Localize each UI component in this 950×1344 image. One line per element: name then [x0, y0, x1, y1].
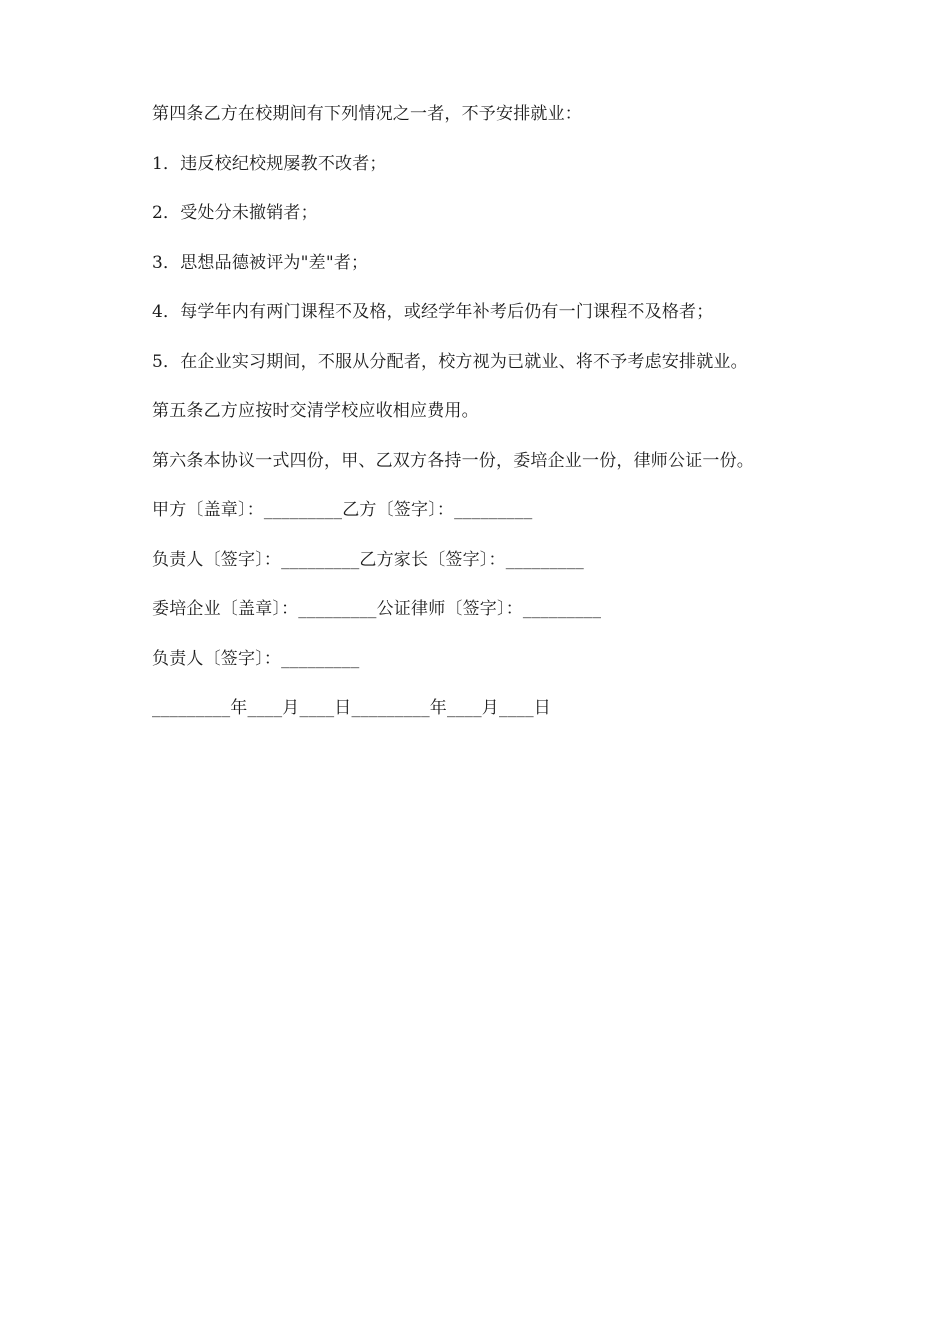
- article-5: 第五条乙方应按时交清学校应收相应费用。: [152, 401, 479, 421]
- date-line: _________年____月____日_________年____月____日: [152, 698, 551, 718]
- article-4-item-5: 5．在企业实习期间，不服从分配者，校方视为已就业、将不予考虑安排就业。: [152, 351, 748, 372]
- article-4-item-2: 2．受处分未撤销者；: [152, 203, 318, 223]
- signature-line-enterprise-lawyer: 委培企业〔盖章〕：_________公证律师〔签字〕：_________: [152, 599, 602, 619]
- signature-line-responsible: 负责人〔签字〕：_________: [152, 648, 360, 669]
- signature-line-responsible-parent: 负责人〔签字〕：_________乙方家长〔签字〕：_________: [152, 549, 584, 570]
- signature-line-party-a-b: 甲方〔盖章〕：_________乙方〔签字〕：_________: [152, 500, 533, 520]
- article-4-item-3: 3．思想品德被评为"差"者；: [152, 252, 369, 273]
- article-4-heading: 第四条乙方在校期间有下列情况之一者，不予安排就业：: [152, 104, 582, 124]
- article-4-item-4: 4．每学年内有两门课程不及格，或经学年补考后仍有一门课程不及格者；: [152, 302, 714, 322]
- document-body: [152, 102, 872, 746]
- article-4-item-1: 1．违反校纪校规屡教不改者；: [152, 153, 387, 174]
- article-6: 第六条本协议一式四份，甲、乙双方各持一份，委培企业一份，律师公证一份。: [152, 450, 754, 471]
